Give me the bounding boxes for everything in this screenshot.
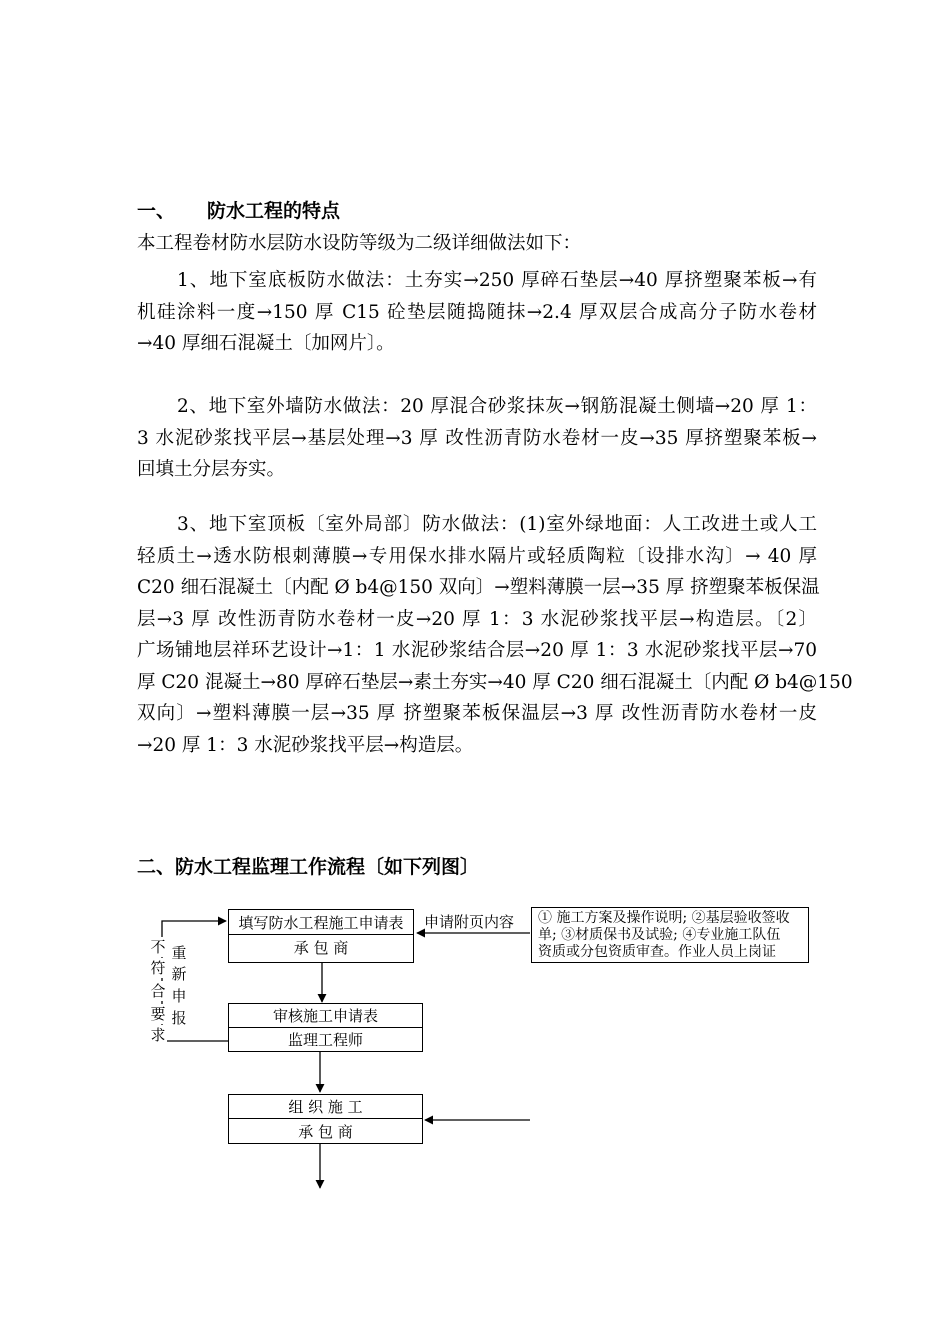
section-1-number: 一、 [137,200,176,222]
flow-box-review-role: 监理工程师 [287,1031,363,1049]
flow-box-construct [228,1094,423,1144]
attachment-note-box [531,907,809,963]
side-left-char: 合 [150,982,166,1000]
flow-box-construct-title: 组 织 施 工 [229,1096,422,1119]
attach-label: 申请附页内容 [424,913,515,931]
flow-box-construct-role: 承 包 商 [298,1123,353,1141]
side-right-char: 新 [171,965,187,983]
flow-box-review [228,1003,423,1052]
flow-box-apply-title: 填写防水工程施工申请表 [229,912,413,935]
side-left-char: 不 [150,938,166,956]
paragraph-line: C20 细石混凝土〔内配 Ø b4@150 双向〕→塑料薄膜一层→35 厚 挤塑聚苯板保温 [137,577,820,598]
paragraph-line: →40 厚细石混凝土〔加网片〕。 [137,333,395,354]
paragraph-line: 轻质土→透水防根刺薄膜→专用保水排水隔片或轻质陶粒〔设排水沟〕→ 40 厚 [137,545,817,567]
side-right-char: 报 [171,1009,187,1027]
flow-box-review-title: 审核施工申请表 [229,1005,422,1028]
paragraph-line: 回填土分层夯实。 [137,459,286,480]
paragraph-line: 3 水泥砂浆找平层→基层处理→3 厚 改性沥青防水卷材一皮→35 厚挤塑聚苯板→ [137,427,817,449]
section-1-title: 防水工程的特点 [207,200,341,222]
note-line: 资质或分包资质审查。作业人员上岗证 [538,944,776,960]
paragraph-line: 厚 C20 混凝土→80 厚碎石垫层→素土夯实→40 厚 C20 细石混凝土〔内配 Ø b4@150 [137,671,853,693]
paragraph-line: 1、地下室底板防水做法：土夯实→250 厚碎石垫层→40 厚挤塑聚苯板→有 [177,270,817,291]
flow-box-apply-role: 承 包 商 [293,939,349,957]
side-left-char: 要 [150,1005,166,1023]
paragraph-line: 广场铺地层祥环艺设计→1：1 水泥砂浆结合层→20 厚 1：3 水泥砂浆找平层→70 [137,640,817,661]
intro-text: 本工程卷材防水层防水设防等级为二级详细做法如下： [137,233,582,254]
side-left-char: 求 [150,1026,166,1044]
paragraph-line: 3、地下室顶板〔室外局部〕防水做法：(1)室外绿地面：人工改进土或人工 [177,514,817,535]
side-right-char: 申 [171,987,187,1005]
side-right-char: 重 [171,944,187,962]
side-left-char: 符 [150,959,166,977]
flow-box-apply [228,909,414,963]
note-line: ① 施工方案及操作说明; ②基层验收签收 [538,910,790,926]
paragraph-line: 层→3 厚 改性沥青防水卷材一皮→20 厚 1：3 水泥砂浆找平层→构造层。〔2〕 [137,608,817,630]
paragraph-line: 双向〕→塑料薄膜一层→35 厚 挤塑聚苯板保温层→3 厚 改性沥青防水卷材一皮 [137,703,817,724]
paragraph-line: 机硅涂料一度→150 厚 C15 砼垫层随捣随抹→2.4 厚双层合成高分子防水卷材 [137,301,817,323]
note-line: 单; ③材质保书及试验; ④专业施工队伍 [538,927,781,943]
paragraph-line: →20 厚 1：3 水泥砂浆找平层→构造层。 [137,734,474,756]
paragraph-line: 2、地下室外墙防水做法：20 厚混合砂浆抹灰→钢筋混凝土侧墙→20 厚 1： [177,396,817,417]
section-2-heading: 二、防水工程监理工作流程〔如下列图〕 [137,856,480,878]
